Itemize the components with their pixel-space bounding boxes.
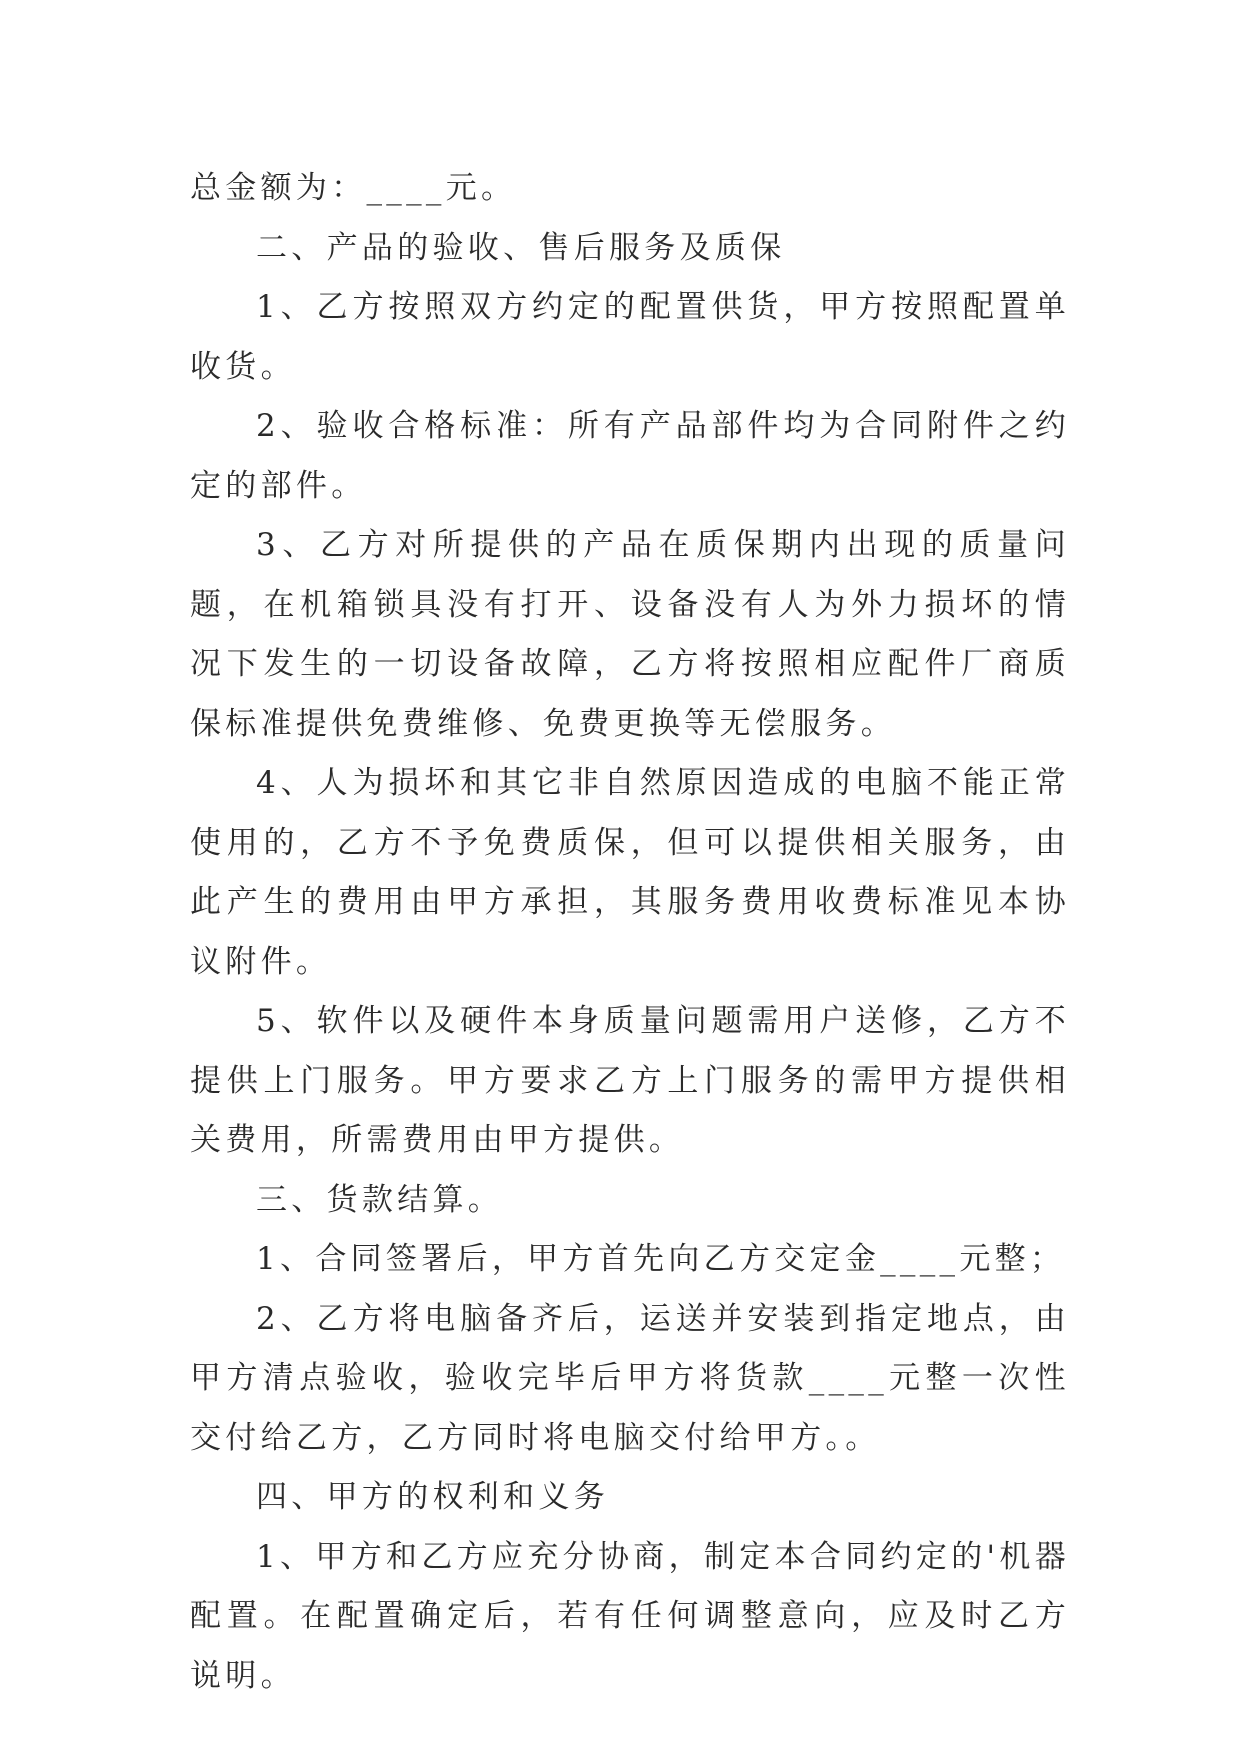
paragraph-2-5: 5、软件以及硬件本身质量问题需用户送修，乙方不提供上门服务。甲方要求乙方上门服务的需甲方提供相关费用，所需费用由甲方提供。 [190, 1003, 1070, 1158]
paragraph-total-amount: 总金额为：____元。 [190, 170, 517, 206]
heading-section-4: 四、甲方的权利和义务 [256, 1479, 609, 1515]
paragraph-2-2: 2、验收合格标准：所有产品部件均为合同附件之约定的部件。 [190, 408, 1070, 504]
paragraph-2-4: 4、人为损坏和其它非自然原因造成的电脑不能正常使用的，乙方不予免费质保，但可以提供相关服务，由此产生的费用由甲方承担，其服务费用收费标准见本协议附件。 [190, 765, 1070, 980]
paragraph-3-1: 1、合同签署后，甲方首先向乙方交定金____元整； [256, 1241, 1066, 1277]
paragraph-3-2: 2、乙方将电脑备齐后，运送并安装到指定地点，由甲方清点验收，验收完毕后甲方将货款____元整一次性交付给乙方，乙方同时将电脑交付给甲方。。 [190, 1300, 1070, 1456]
heading-section-3: 三、货款结算。 [256, 1181, 504, 1218]
heading-section-2: 二、产品的验收、售后服务及质保 [256, 229, 786, 266]
paragraph-4-1: 1、甲方和乙方应充分协商，制定本合同约定的'机器配置。在配置确定后，若有任何调整意向，应及时乙方说明。 [190, 1538, 1070, 1694]
document-body [190, 159, 1070, 1706]
paragraph-2-1: 1、乙方按照双方约定的配置供货，甲方按照配置单收货。 [190, 289, 1070, 385]
paragraph-2-3: 3、乙方对所提供的产品在质保期内出现的质量问题，在机箱锁具没有打开、设备没有人为外力损坏的情况下发生的一切设备故障，乙方将按照相应配件厂商质保标准提供免费维修、免费更换等无偿服务。 [190, 527, 1070, 742]
